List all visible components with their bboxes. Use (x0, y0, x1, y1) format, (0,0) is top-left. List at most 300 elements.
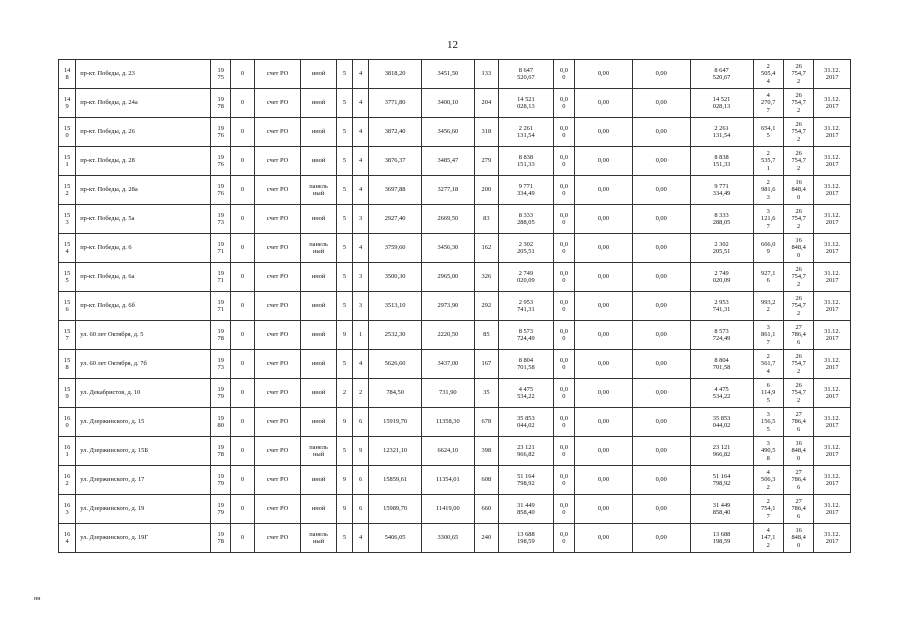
cell-floors: 5 (336, 60, 352, 89)
cell-living-area: 3485,47 (421, 147, 474, 176)
cell-cost-fund: 0,0 0 (553, 292, 574, 321)
cell-cost-limit: 26 754,7 2 (783, 205, 813, 234)
cell-floors: 5 (336, 205, 352, 234)
table-row (59, 118, 851, 147)
cell-row-number: 16 3 (59, 495, 76, 524)
cell-floors: 5 (336, 118, 352, 147)
cell-total-cost: 2 261 131,54 (499, 118, 554, 147)
cell-cost-fund: 0,0 0 (553, 89, 574, 118)
cell-account-type: счет РО (254, 263, 301, 292)
cell-deadline: 31.12. 2017 (814, 89, 851, 118)
cell-residents: 204 (474, 89, 498, 118)
cell-entrances: 6 (353, 408, 369, 437)
cell-cost-owners: 8 573 724,49 (690, 321, 753, 350)
table-row (59, 466, 851, 495)
cell-floors: 5 (336, 524, 352, 553)
cell-account-type: счет РО (254, 350, 301, 379)
register-table-body (59, 60, 851, 553)
cell-living-area: 3456,30 (421, 234, 474, 263)
cell-cost-owners: 2 302 205,51 (690, 234, 753, 263)
cell-wall-type: иной (301, 60, 336, 89)
cell-address: ул. Декабристов, д. 10 (76, 379, 211, 408)
cell-cost-limit: 27 786,4 6 (783, 408, 813, 437)
cell-year: 19 76 (211, 118, 231, 147)
cell-residents: 608 (474, 466, 498, 495)
cell-living-area: 2973,90 (421, 292, 474, 321)
cell-total-area: 2532,30 (369, 321, 422, 350)
cell-total-cost: 8 647 520,67 (499, 60, 554, 89)
cell-total-cost: 31 449 858,40 (499, 495, 554, 524)
cell-total-area: 3818,20 (369, 60, 422, 89)
cell-residents: 133 (474, 60, 498, 89)
cell-cost-local: 0,00 (632, 292, 690, 321)
cell-year: 19 71 (211, 292, 231, 321)
cell-account-type: счет РО (254, 524, 301, 553)
cell-cost-local: 0,00 (632, 147, 690, 176)
cell-deadline: 31.12. 2017 (814, 263, 851, 292)
table-row (59, 147, 851, 176)
cell-floors: 5 (336, 350, 352, 379)
table-row (59, 379, 851, 408)
cell-year: 19 79 (211, 466, 231, 495)
cell-total-cost: 13 688 198,59 (499, 524, 554, 553)
cell-row-number: 15 6 (59, 292, 76, 321)
cell-col-zero: 0 (231, 234, 254, 263)
cell-wall-type: иной (301, 350, 336, 379)
cell-address: пр-кт. Победы, д. 23 (76, 60, 211, 89)
cell-cost-limit: 26 754,7 2 (783, 263, 813, 292)
cell-cost-per-sqm: 666,0 9 (753, 234, 783, 263)
cell-row-number: 16 0 (59, 408, 76, 437)
cell-address: пр-кт. Победы, д. 26 (76, 118, 211, 147)
cell-cost-limit: 26 754,7 2 (783, 60, 813, 89)
cell-account-type: счет РО (254, 234, 301, 263)
cell-cost-budget: 0,00 (575, 524, 633, 553)
cell-deadline: 31.12. 2017 (814, 176, 851, 205)
cell-total-cost: 2 302 205,51 (499, 234, 554, 263)
cell-cost-fund: 0,0 0 (553, 60, 574, 89)
cell-deadline: 31.12. 2017 (814, 437, 851, 466)
cell-cost-budget: 0,00 (575, 379, 633, 408)
cell-entrances: 1 (353, 321, 369, 350)
cell-row-number: 14 9 (59, 89, 76, 118)
cell-floors: 9 (336, 408, 352, 437)
cell-address: ул. Дзержинского, д. 19 (76, 495, 211, 524)
cell-entrances: 9 (353, 437, 369, 466)
cell-cost-per-sqm: 4 506,3 2 (753, 466, 783, 495)
cell-entrances: 4 (353, 60, 369, 89)
cell-year: 19 73 (211, 205, 231, 234)
cell-row-number: 15 7 (59, 321, 76, 350)
cell-floors: 5 (336, 437, 352, 466)
cell-total-area: 3872,40 (369, 118, 422, 147)
cell-living-area: 2220,50 (421, 321, 474, 350)
cell-living-area: 3300,65 (421, 524, 474, 553)
cell-deadline: 31.12. 2017 (814, 321, 851, 350)
cell-account-type: счет РО (254, 292, 301, 321)
cell-col-zero: 0 (231, 437, 254, 466)
table-row (59, 321, 851, 350)
cell-row-number: 16 4 (59, 524, 76, 553)
register-table (58, 59, 851, 553)
cell-account-type: счет РО (254, 89, 301, 118)
cell-total-area: 5406,05 (369, 524, 422, 553)
cell-cost-owners: 23 121 966,82 (690, 437, 753, 466)
cell-cost-local: 0,00 (632, 466, 690, 495)
cell-residents: 292 (474, 292, 498, 321)
cell-cost-owners: 31 449 858,40 (690, 495, 753, 524)
cell-row-number: 15 3 (59, 205, 76, 234)
cell-cost-limit: 26 754,7 2 (783, 147, 813, 176)
cell-cost-per-sqm: 3 861,1 7 (753, 321, 783, 350)
cell-address: пр-кт. Победы, д. 28 (76, 147, 211, 176)
cell-cost-owners: 14 521 028,13 (690, 89, 753, 118)
cell-cost-local: 0,00 (632, 524, 690, 553)
cell-col-zero: 0 (231, 321, 254, 350)
cell-address: пр-кт. Победы, д. 6 (76, 234, 211, 263)
table-row (59, 234, 851, 263)
cell-total-area: 3697,88 (369, 176, 422, 205)
cell-wall-type: иной (301, 147, 336, 176)
cell-cost-fund: 0,0 0 (553, 437, 574, 466)
footer-mark: нн (34, 596, 41, 602)
cell-col-zero: 0 (231, 60, 254, 89)
cell-cost-local: 0,00 (632, 176, 690, 205)
cell-total-cost: 14 521 028,13 (499, 89, 554, 118)
cell-cost-budget: 0,00 (575, 147, 633, 176)
cell-living-area: 3437,00 (421, 350, 474, 379)
cell-wall-type: иной (301, 408, 336, 437)
cell-cost-budget: 0,00 (575, 350, 633, 379)
cell-row-number: 16 1 (59, 437, 76, 466)
cell-cost-local: 0,00 (632, 118, 690, 147)
table-row (59, 408, 851, 437)
cell-cost-owners: 8 804 701,58 (690, 350, 753, 379)
cell-residents: 167 (474, 350, 498, 379)
cell-col-zero: 0 (231, 176, 254, 205)
cell-cost-budget: 0,00 (575, 89, 633, 118)
cell-cost-per-sqm: 3 490,5 8 (753, 437, 783, 466)
cell-cost-fund: 0,0 0 (553, 379, 574, 408)
cell-floors: 5 (336, 147, 352, 176)
cell-deadline: 31.12. 2017 (814, 60, 851, 89)
cell-cost-per-sqm: 927,1 6 (753, 263, 783, 292)
cell-account-type: счет РО (254, 118, 301, 147)
cell-total-cost: 2 953 741,31 (499, 292, 554, 321)
cell-floors: 9 (336, 495, 352, 524)
cell-cost-limit: 26 754,7 2 (783, 89, 813, 118)
cell-residents: 279 (474, 147, 498, 176)
cell-cost-budget: 0,00 (575, 263, 633, 292)
cell-total-cost: 8 804 701,58 (499, 350, 554, 379)
cell-total-cost: 35 853 044,02 (499, 408, 554, 437)
cell-cost-fund: 0,0 0 (553, 234, 574, 263)
cell-wall-type: иной (301, 263, 336, 292)
cell-total-cost: 51 164 798,92 (499, 466, 554, 495)
cell-wall-type: панель ный (301, 437, 336, 466)
cell-year: 19 79 (211, 379, 231, 408)
cell-cost-fund: 0,0 0 (553, 321, 574, 350)
cell-year: 19 71 (211, 263, 231, 292)
cell-row-number: 15 9 (59, 379, 76, 408)
cell-entrances: 3 (353, 205, 369, 234)
cell-total-cost: 2 749 020,09 (499, 263, 554, 292)
cell-account-type: счет РО (254, 495, 301, 524)
cell-entrances: 4 (353, 234, 369, 263)
cell-cost-fund: 0,0 0 (553, 118, 574, 147)
cell-cost-owners: 13 688 198,59 (690, 524, 753, 553)
cell-address: пр-кт. Победы, д. 28а (76, 176, 211, 205)
cell-cost-per-sqm: 2 561,7 4 (753, 350, 783, 379)
cell-residents: 35 (474, 379, 498, 408)
cell-col-zero: 0 (231, 147, 254, 176)
cell-entrances: 6 (353, 495, 369, 524)
cell-col-zero: 0 (231, 408, 254, 437)
cell-wall-type: иной (301, 466, 336, 495)
cell-living-area: 3456,60 (421, 118, 474, 147)
cell-wall-type: иной (301, 292, 336, 321)
cell-col-zero: 0 (231, 205, 254, 234)
cell-floors: 5 (336, 263, 352, 292)
cell-residents: 398 (474, 437, 498, 466)
cell-col-zero: 0 (231, 89, 254, 118)
table-row (59, 89, 851, 118)
cell-cost-local: 0,00 (632, 60, 690, 89)
cell-col-zero: 0 (231, 495, 254, 524)
cell-cost-local: 0,00 (632, 263, 690, 292)
cell-cost-limit: 27 786,4 6 (783, 466, 813, 495)
cell-cost-owners: 8 838 151,33 (690, 147, 753, 176)
cell-cost-limit: 16 848,4 0 (783, 234, 813, 263)
cell-cost-owners: 2 953 741,31 (690, 292, 753, 321)
cell-row-number: 15 2 (59, 176, 76, 205)
cell-total-area: 3513,10 (369, 292, 422, 321)
cell-cost-per-sqm: 654,1 5 (753, 118, 783, 147)
cell-total-area: 3500,30 (369, 263, 422, 292)
cell-account-type: счет РО (254, 437, 301, 466)
cell-cost-owners: 8 333 288,05 (690, 205, 753, 234)
cell-cost-fund: 0,0 0 (553, 408, 574, 437)
cell-cost-limit: 26 754,7 2 (783, 379, 813, 408)
cell-total-cost: 4 475 534,22 (499, 379, 554, 408)
cell-cost-fund: 0,0 0 (553, 350, 574, 379)
cell-cost-fund: 0,0 0 (553, 263, 574, 292)
cell-address: ул. 60 лет Октября, д. 7б (76, 350, 211, 379)
cell-cost-owners: 2 749 020,09 (690, 263, 753, 292)
cell-cost-budget: 0,00 (575, 176, 633, 205)
cell-deadline: 31.12. 2017 (814, 379, 851, 408)
cell-living-area: 11358,30 (421, 408, 474, 437)
cell-cost-local: 0,00 (632, 495, 690, 524)
cell-wall-type: панель ный (301, 176, 336, 205)
cell-cost-limit: 27 786,4 6 (783, 495, 813, 524)
cell-floors: 9 (336, 466, 352, 495)
cell-wall-type: иной (301, 118, 336, 147)
cell-col-zero: 0 (231, 292, 254, 321)
cell-living-area: 3400,10 (421, 89, 474, 118)
cell-cost-fund: 0,0 0 (553, 205, 574, 234)
cell-living-area: 3451,50 (421, 60, 474, 89)
cell-deadline: 31.12. 2017 (814, 205, 851, 234)
table-row (59, 263, 851, 292)
cell-wall-type: панель ный (301, 234, 336, 263)
cell-account-type: счет РО (254, 408, 301, 437)
cell-total-cost: 8 573 724,49 (499, 321, 554, 350)
page-number: 12 (447, 39, 458, 51)
table-row (59, 176, 851, 205)
cell-total-area: 15989,70 (369, 495, 422, 524)
cell-cost-fund: 0,0 0 (553, 147, 574, 176)
cell-account-type: счет РО (254, 60, 301, 89)
cell-year: 19 73 (211, 350, 231, 379)
cell-year: 19 76 (211, 147, 231, 176)
cell-residents: 660 (474, 495, 498, 524)
cell-total-area: 784,50 (369, 379, 422, 408)
cell-account-type: счет РО (254, 147, 301, 176)
cell-cost-budget: 0,00 (575, 437, 633, 466)
cell-residents: 162 (474, 234, 498, 263)
cell-total-cost: 8 333 288,05 (499, 205, 554, 234)
cell-residents: 200 (474, 176, 498, 205)
cell-entrances: 4 (353, 118, 369, 147)
cell-total-cost: 8 838 151,33 (499, 147, 554, 176)
cell-wall-type: иной (301, 89, 336, 118)
cell-total-area: 12321,10 (369, 437, 422, 466)
cell-cost-limit: 26 754,7 2 (783, 350, 813, 379)
cell-address: ул. Дзержинского, д. 17 (76, 466, 211, 495)
cell-deadline: 31.12. 2017 (814, 292, 851, 321)
cell-cost-local: 0,00 (632, 408, 690, 437)
cell-cost-limit: 26 754,7 2 (783, 292, 813, 321)
cell-wall-type: иной (301, 495, 336, 524)
cell-cost-owners: 8 647 520,67 (690, 60, 753, 89)
cell-floors: 5 (336, 89, 352, 118)
cell-living-area: 2669,50 (421, 205, 474, 234)
cell-cost-per-sqm: 4 270,7 7 (753, 89, 783, 118)
cell-cost-per-sqm: 6 114,9 5 (753, 379, 783, 408)
cell-cost-owners: 9 771 334,49 (690, 176, 753, 205)
cell-cost-budget: 0,00 (575, 495, 633, 524)
cell-floors: 5 (336, 176, 352, 205)
cell-cost-owners: 4 475 534,22 (690, 379, 753, 408)
cell-account-type: счет РО (254, 176, 301, 205)
cell-living-area: 11419,00 (421, 495, 474, 524)
cell-living-area: 11354,01 (421, 466, 474, 495)
cell-col-zero: 0 (231, 350, 254, 379)
cell-col-zero: 0 (231, 524, 254, 553)
cell-floors: 5 (336, 234, 352, 263)
cell-address: ул. 60 лет Октября, д. 5 (76, 321, 211, 350)
cell-cost-budget: 0,00 (575, 60, 633, 89)
cell-address: ул. Дзержинского, д. 19Г (76, 524, 211, 553)
cell-cost-owners: 51 164 798,92 (690, 466, 753, 495)
cell-cost-fund: 0,0 0 (553, 176, 574, 205)
cell-row-number: 15 8 (59, 350, 76, 379)
cell-residents: 678 (474, 408, 498, 437)
cell-cost-per-sqm: 4 147,1 2 (753, 524, 783, 553)
cell-cost-budget: 0,00 (575, 321, 633, 350)
cell-entrances: 3 (353, 263, 369, 292)
cell-year: 19 75 (211, 60, 231, 89)
cell-cost-limit: 16 848,4 0 (783, 524, 813, 553)
cell-cost-local: 0,00 (632, 234, 690, 263)
cell-cost-per-sqm: 3 121,6 7 (753, 205, 783, 234)
cell-deadline: 31.12. 2017 (814, 118, 851, 147)
cell-living-area: 3277,18 (421, 176, 474, 205)
cell-cost-budget: 0,00 (575, 292, 633, 321)
cell-deadline: 31.12. 2017 (814, 408, 851, 437)
cell-col-zero: 0 (231, 118, 254, 147)
cell-floors: 9 (336, 321, 352, 350)
cell-entrances: 4 (353, 176, 369, 205)
cell-wall-type: иной (301, 205, 336, 234)
cell-year: 19 78 (211, 321, 231, 350)
cell-cost-limit: 16 848,4 0 (783, 437, 813, 466)
cell-entrances: 4 (353, 89, 369, 118)
cell-total-area: 3876,37 (369, 147, 422, 176)
cell-deadline: 31.12. 2017 (814, 524, 851, 553)
cell-cost-budget: 0,00 (575, 408, 633, 437)
cell-account-type: счет РО (254, 321, 301, 350)
cell-cost-limit: 26 754,7 2 (783, 118, 813, 147)
table-row (59, 524, 851, 553)
cell-cost-per-sqm: 2 981,6 3 (753, 176, 783, 205)
cell-cost-per-sqm: 3 156,5 5 (753, 408, 783, 437)
cell-living-area: 6624,10 (421, 437, 474, 466)
cell-wall-type: панель ный (301, 524, 336, 553)
cell-total-cost: 9 771 334,49 (499, 176, 554, 205)
cell-col-zero: 0 (231, 263, 254, 292)
cell-cost-local: 0,00 (632, 379, 690, 408)
cell-cost-budget: 0,00 (575, 205, 633, 234)
table-row (59, 350, 851, 379)
cell-address: пр-кт. Победы, д. 5а (76, 205, 211, 234)
cell-year: 19 71 (211, 234, 231, 263)
cell-row-number: 15 0 (59, 118, 76, 147)
cell-address: пр-кт. Победы, д. 24а (76, 89, 211, 118)
cell-row-number: 14 8 (59, 60, 76, 89)
cell-cost-local: 0,00 (632, 321, 690, 350)
cell-total-area: 5626,60 (369, 350, 422, 379)
cell-address: пр-кт. Победы, д. 6б (76, 292, 211, 321)
cell-deadline: 31.12. 2017 (814, 350, 851, 379)
cell-entrances: 4 (353, 524, 369, 553)
cell-address: пр-кт. Победы, д. 6а (76, 263, 211, 292)
cell-cost-limit: 27 786,4 6 (783, 321, 813, 350)
cell-row-number: 15 5 (59, 263, 76, 292)
cell-cost-fund: 0,0 0 (553, 466, 574, 495)
table-row (59, 205, 851, 234)
cell-deadline: 31.12. 2017 (814, 466, 851, 495)
cell-residents: 318 (474, 118, 498, 147)
cell-year: 19 76 (211, 176, 231, 205)
cell-year: 19 80 (211, 408, 231, 437)
cell-wall-type: иной (301, 321, 336, 350)
cell-address: ул. Дзержинского, д. 15Б (76, 437, 211, 466)
cell-entrances: 3 (353, 292, 369, 321)
cell-residents: 85 (474, 321, 498, 350)
cell-cost-budget: 0,00 (575, 118, 633, 147)
cell-total-area: 3771,80 (369, 89, 422, 118)
cell-cost-fund: 0,0 0 (553, 524, 574, 553)
cell-living-area: 731,90 (421, 379, 474, 408)
cell-cost-owners: 2 261 131,54 (690, 118, 753, 147)
table-row (59, 495, 851, 524)
cell-residents: 326 (474, 263, 498, 292)
cell-row-number: 15 1 (59, 147, 76, 176)
cell-entrances: 4 (353, 147, 369, 176)
cell-deadline: 31.12. 2017 (814, 495, 851, 524)
